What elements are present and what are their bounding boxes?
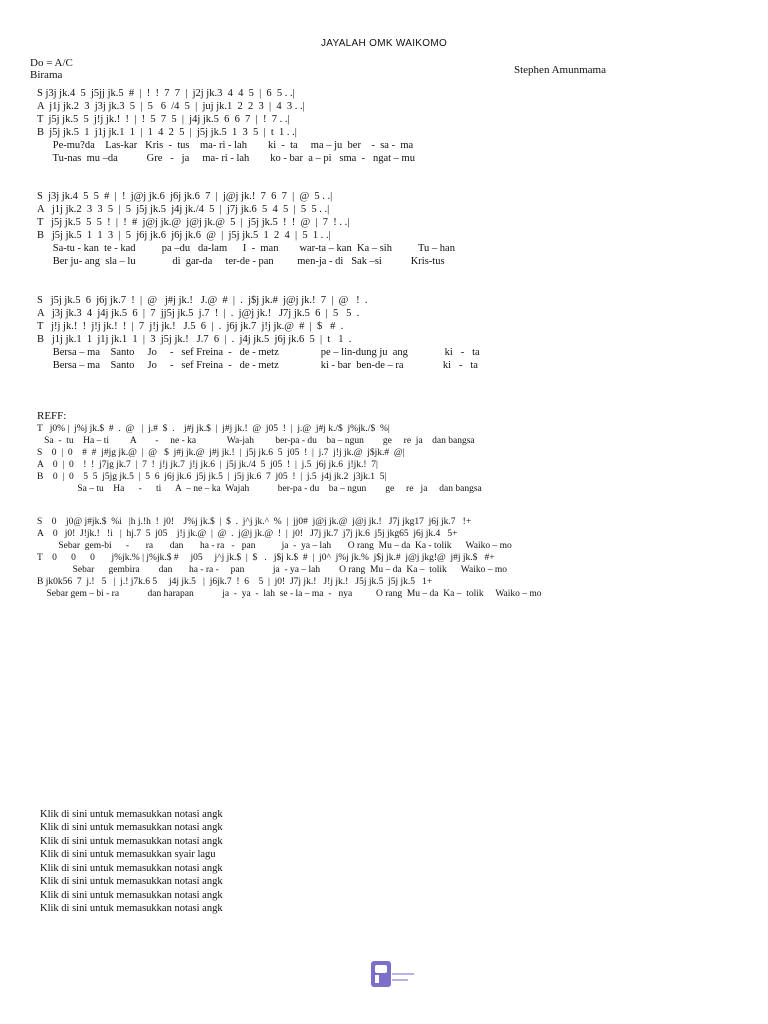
lyric-line-1: Sa-tu - kan te - kad pa –du da-lam I - man war-ta – kan Ka – sih Tu – han xyxy=(37,243,455,254)
tenor-line: T j5j jk.5 5 j!j jk.! ! | ! 5 7 5 | j4j jk.5 6 6 7 | ! 7 . .| xyxy=(37,114,290,125)
lyric-line-2: Ber ju- ang sla – lu di gar-da ter-de - pan men-ja - di Sak –si Kris-tus xyxy=(37,256,445,267)
placeholder-field[interactable]: Klik di sini untuk memasukkan notasi angk xyxy=(40,809,223,820)
bass-line: B 0 | 0 5 5 j5jg jk.5 | 5 6 j6j jk.6 j5j jk.5 | j5j jk.6 7 j05 ! | j.5 j4j jk.2 j3jk.1 5| xyxy=(37,472,387,482)
lyric-line-2: Tu-nas mu –da Gre - ja ma- ri - lah ko - bar a – pi sma - ngat – mu xyxy=(37,153,415,164)
alto-line: A j1j jk.2 3 j3j jk.3 5 | 5 6 /4 5 | juj jk.1 2 2 3 | 4 3 . .| xyxy=(37,101,305,112)
placeholder-field[interactable]: Klik di sini untuk memasukkan notasi angk xyxy=(40,863,223,874)
key-signature: Do = A/C xyxy=(30,57,73,69)
alto-line: A j1j jk.2 3 3 5 | 5 j5j jk.5 j4j jk./4 5 | j7j jk.6 5 4 5 | 5 5 . .| xyxy=(37,204,330,215)
soprano-line: S j5j jk.5 6 j6j jk.7 ! | @ j#j jk.! J.@ # | . j$j jk.# j@j jk.! 7 | @ ! . xyxy=(37,295,368,306)
tenor-line: T j5j jk.5 5 5 ! | ! # j@j jk.@ j@j jk.@ 5 | j5j jk.5 ! ! @ | 7 ! . .| xyxy=(37,217,350,228)
soprano-line: S 0 | 0 # # j#jg jk.@ | @ $ j#j jk.@ j#j jk.! | j5j jk.6 5 j05 ! | j.7 j!j jk.@ j$jk.# @| xyxy=(37,448,405,458)
soprano-line: S 0 j0@ j#jk.$ %i |h j.!h ! j0! J%j jk.$ | $ . j^j jk.^ % | jj0# j@j jk.@ j@j jk.! J7j jkg17 j6j jk.7 !+ xyxy=(37,517,472,527)
lyric-line-1: Bersa – ma Santo Jo - sef Freina - de - metz pe – lin-dung ju ang ki - ta xyxy=(37,347,480,358)
alto-line: A j3j jk.3 4 j4j jk.5 6 | 7 jj5j jk.5 j.7 ! | . j@j jk.! J7j jk.5 6 | 5 5 . xyxy=(37,308,360,319)
alto-line: A 0 | 0 ! ! j7jg jk.7 | 7 ! j!j jk.7 j!j jk.6 | j5j jk./4 5 j05 ! | j.5 j6j jk.6 j!jk.! 7| xyxy=(37,460,378,470)
soprano-line: S j3j jk.4 5 5 # | ! j@j jk.6 j6j jk.6 7 | j@j jk.! 7 6 7 | @ 5 . .| xyxy=(37,191,333,202)
lyric-line: Sa - tu Ha – ti A - ne - ka Wa-jah ber-pa - du ba – ngun ge re ja dan bangsa xyxy=(37,436,475,446)
placeholder-field[interactable]: Klik di sini untuk memasukkan notasi angk xyxy=(40,822,223,833)
placeholder-field[interactable]: Klik di sini untuk memasukkan syair lagu xyxy=(40,849,216,860)
lyric-line: Sebar gem-bi - ra dan ha - ra - pan ja - ya – lah O rang Mu – da Ka - tolik Waiko – mo xyxy=(37,541,512,551)
meter-label: Birama xyxy=(30,69,63,81)
lyric-line: Sebar gem – bi - ra dan harapan ja - ya - lah se - la – ma - nya O rang Mu – da Ka – tolik Waiko – mo xyxy=(37,589,542,599)
document-logo-icon xyxy=(370,960,416,990)
soprano-line: S j3j jk.4 5 j5jj jk.5 # | ! ! 7 7 | j2j jk.3 4 4 5 | 6 5 . .| xyxy=(37,88,295,99)
bass-line: B jk0k56 7 j.! 5 | j.! j7k.6 5 j4j jk.5 | j6jk.7 ! 6 5 | j0! J7j jk.! J!j jk.! J5j jk.5 j5j jk.5 1+ xyxy=(37,577,433,587)
tenor-line: T j0% | j%j jk.$ # . @ | j.# $ . j#j jk.$ | j#j jk.! @ j05 ! | j.@ j#j k./$ j%jk./$ %| xyxy=(37,424,390,434)
tenor-line: T 0 0 0 j%jk.% | j%jk.$ # j05 j^j jk.$ | $ . j$j k.$ # | j0^ j%j jk.% j$j jk.# j@j jkg!@ j#j jk.$ #+ xyxy=(37,553,495,563)
tenor-line: T j!j jk.! ! j!j jk.! ! | 7 j!j jk.! J.5 6 | . j6j jk.7 j!j jk.@ # | $ # . xyxy=(37,321,344,332)
bass-line: B j5j jk.5 1 1 3 | 5 j6j jk.6 j6j jk.6 @ | j5j jk.5 1 2 4 | 5 1 . .| xyxy=(37,230,331,241)
bass-line: B j1j jk.1 1 j1j jk.1 1 | 3 j5j jk.! J.7 6 | . j4j jk.5 j6j jk.6 5 | t 1 . xyxy=(37,334,352,345)
placeholder-field[interactable]: Klik di sini untuk memasukkan notasi angk xyxy=(40,876,223,887)
placeholder-field[interactable]: Klik di sini untuk memasukkan notasi angk xyxy=(40,836,223,847)
lyric-line: Sebar gembira dan ha - ra - pan ja - ya – lah O rang Mu – da Ka – tolik Waiko – mo xyxy=(37,565,508,575)
bass-line: B j5j jk.5 1 j1j jk.1 1 | 1 4 2 5 | j5j jk.5 1 3 5 | t 1 . .| xyxy=(37,127,297,138)
placeholder-field[interactable]: Klik di sini untuk memasukkan notasi angk xyxy=(40,903,223,914)
song-title: JAYALAH OMK WAIKOMO xyxy=(320,38,448,49)
refrain-label: REFF: xyxy=(37,410,67,422)
lyric-line: Sa – tu Ha - ti A – ne – ka Wajah ber-pa - du ba – ngun ge re ja dan bangsa xyxy=(37,484,482,494)
placeholder-field[interactable]: Klik di sini untuk memasukkan notasi angk xyxy=(40,890,223,901)
lyric-line-2: Bersa – ma Santo Jo - sef Freina - de - metz ki - bar ben-de – ra ki - ta xyxy=(37,360,478,371)
lyric-line-1: Pe-mu?da Las-kar Kris - tus ma- ri - lah ki - ta ma – ju ber - sa - ma xyxy=(37,140,414,151)
composer-name: Stephen Amunmama xyxy=(514,64,606,76)
alto-line: A 0 j0! J!jk.! !i | hj.7 5 j05 j!j jk.@ | @ . j@j jk.@ ! | j0! J7j jk.7 j7j jk.6 j5j jkg65 j6j jk.4 5+ xyxy=(37,529,458,539)
